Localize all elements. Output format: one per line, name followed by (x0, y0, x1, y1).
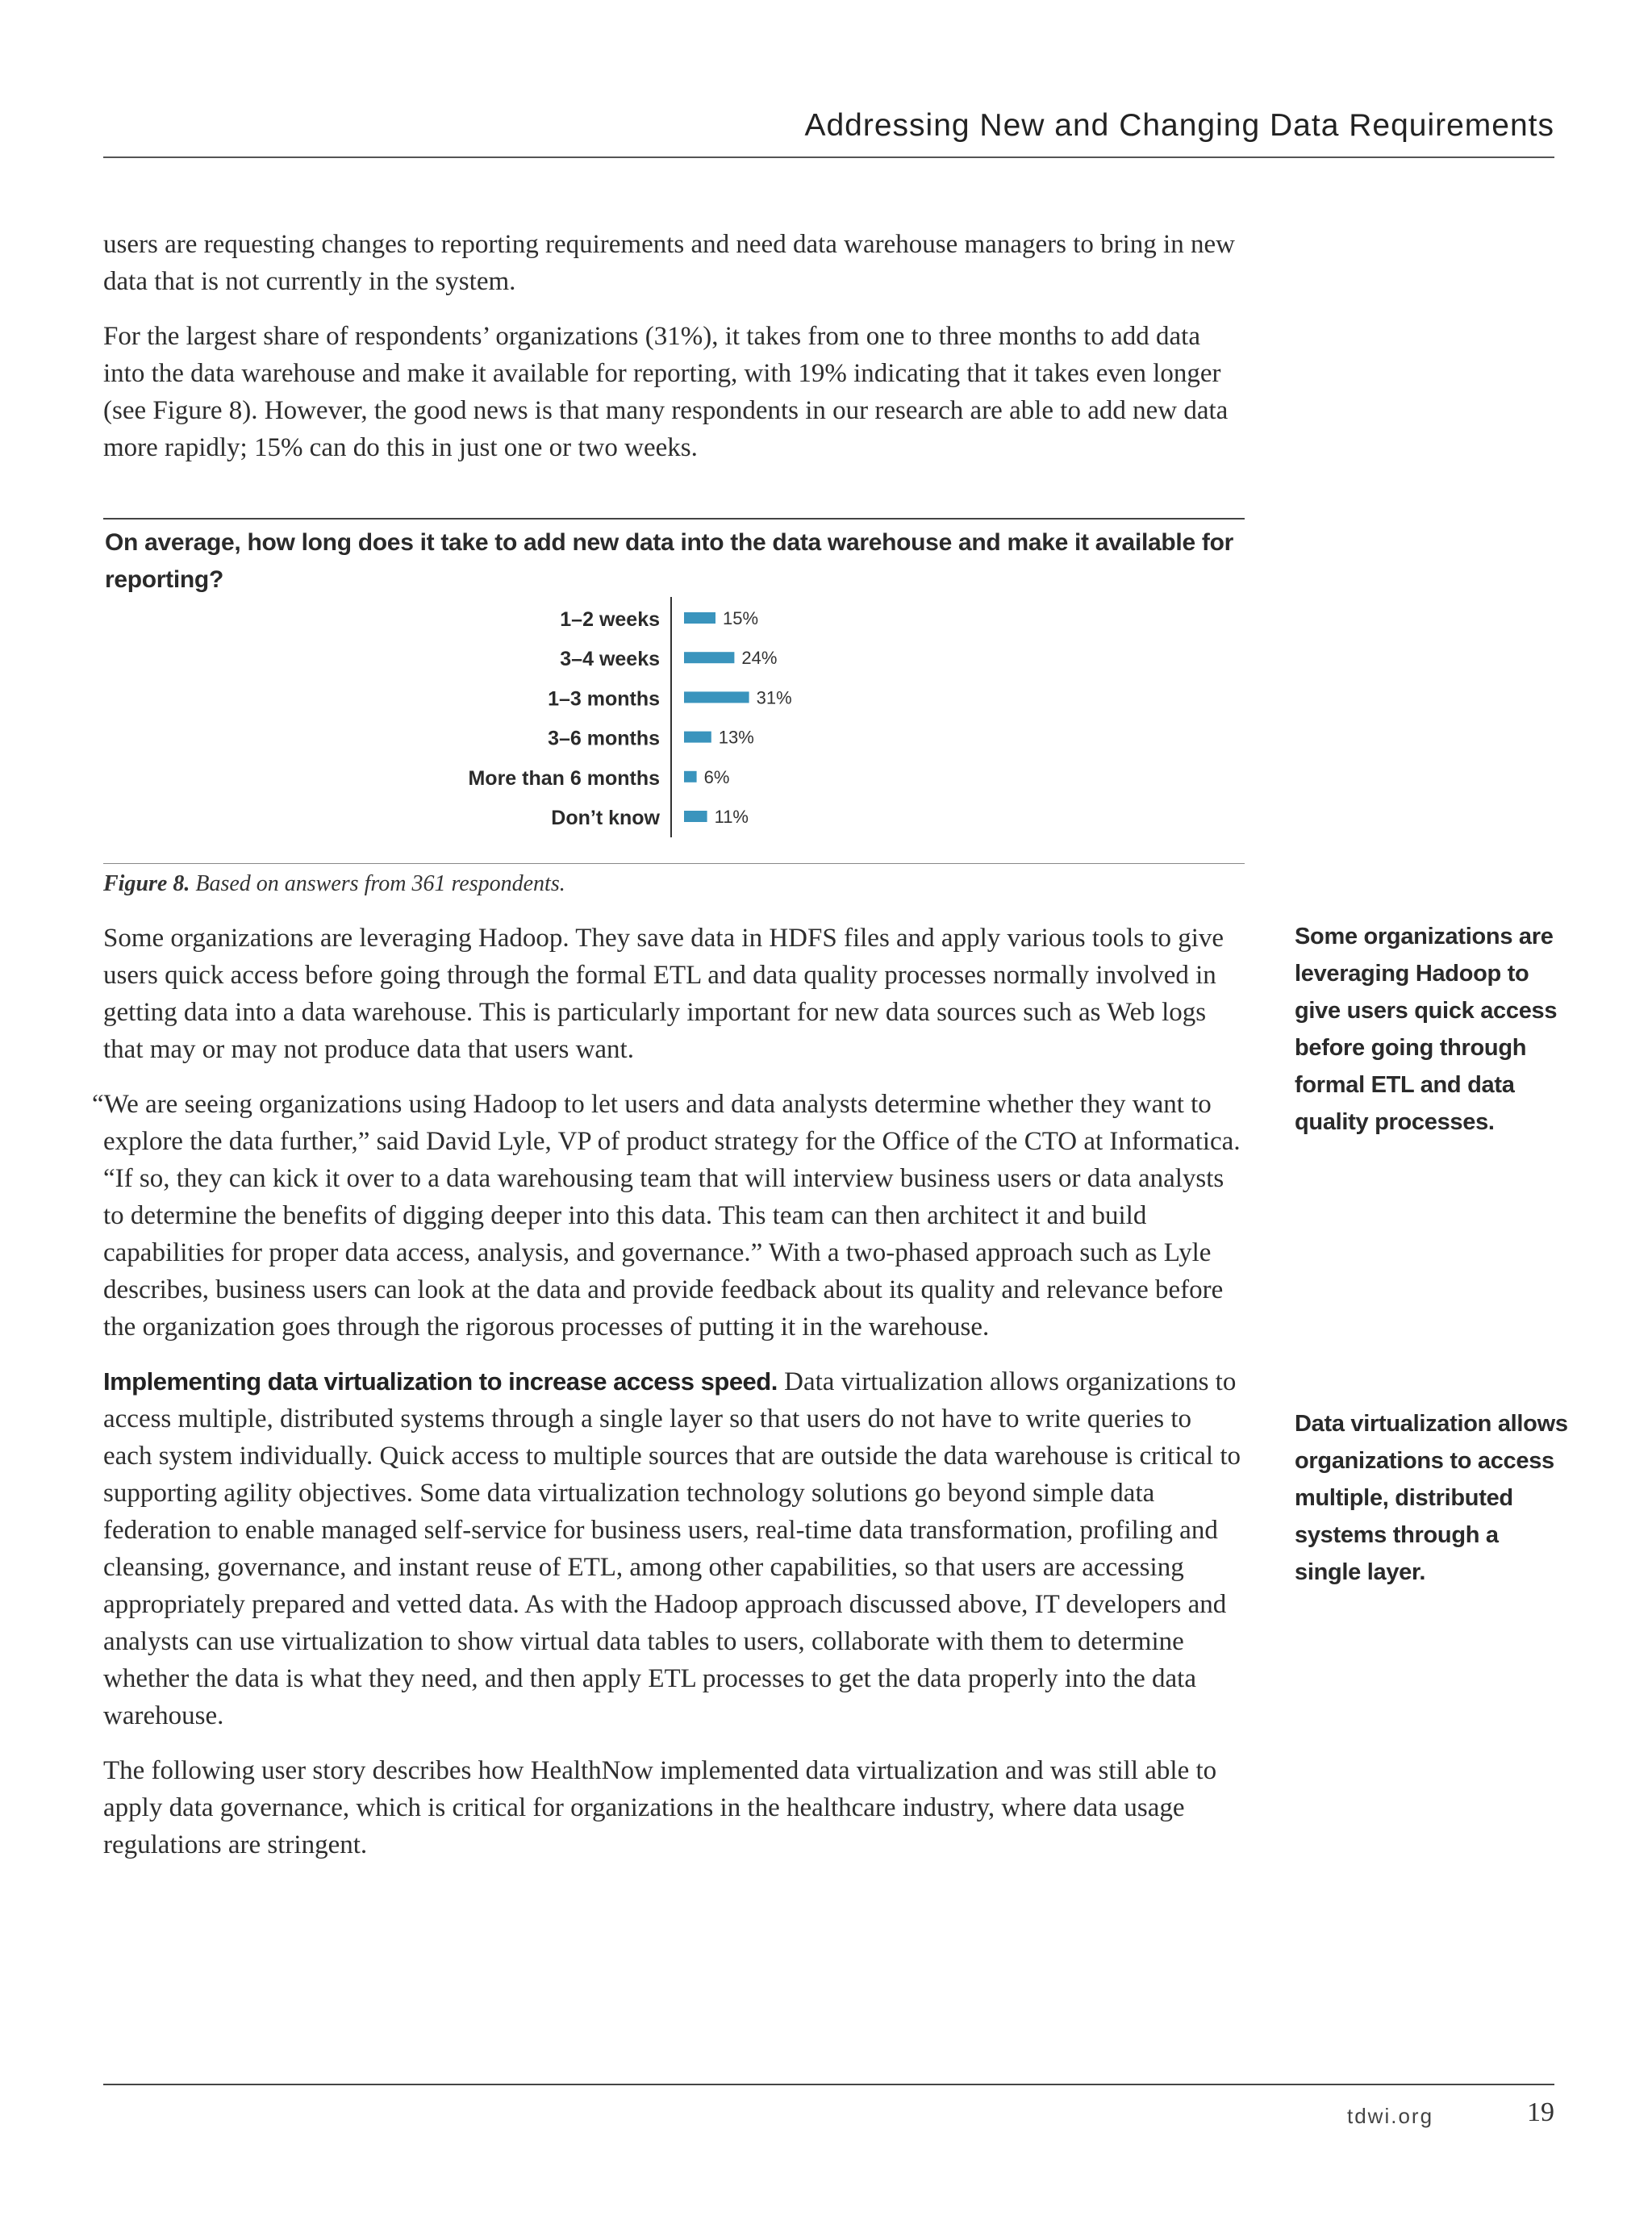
section-heading: Implementing data virtualization to increase access speed. (103, 1367, 778, 1396)
value-label: 31% (756, 687, 792, 708)
section-paragraph (103, 1363, 1245, 1734)
bar-chart (0, 0, 1652, 871)
figure-caption (103, 871, 565, 897)
paragraph: The following user story describes how HealthNow implemented data virtualization and was still able to apply data governance, which is critical for organizations in the healthcare industry, where data usage regulations are stringent. (103, 1756, 1217, 1859)
paragraph: users are requesting changes to reporting requirements and need data warehouse managers to bring in new data that is not currently in the system. (103, 230, 1235, 296)
value-label: 6% (703, 766, 730, 787)
figure-question: On average, how long does it take to add new data into the data warehouse and make it available for reporting? (105, 529, 1233, 593)
value-label: 11% (714, 807, 749, 827)
category-label: 1–3 months (548, 687, 660, 711)
paragraph-quote: “We are seeing organizations using Hadoop to let users and data analysts determine whether they want to explore the data further,” said David Lyle, VP of product strategy for the Office of the CTO at Informatica. “If so, they can kick it over to a data warehousing team that will interview business users or data analysts to determine the benefits of digging deeper into this data. This team can then architect it and build capabilities for proper data access, analysis, and governance.” With a two-phased approach such as Lyle describes, business users can look at the data and provide feedback about its quality and relevance before the organization goes through the rigorous processes of putting it in the warehouse. (92, 1090, 1241, 1342)
value-label: 13% (718, 727, 754, 748)
category-label: 3–6 months (548, 727, 660, 750)
value-label: 24% (741, 648, 778, 669)
bar (684, 612, 715, 624)
footer-site: tdwi.org (1347, 2104, 1434, 2128)
category-label: More than 6 months (468, 766, 660, 790)
bar (684, 771, 697, 782)
category-label: Don’t know (551, 807, 660, 829)
paragraph: Some organizations are leveraging Hadoop. They save data in HDFS files and apply various tools to give users quick access before going through the formal ETL and data quality processes normally involved in getting data into a data warehouse. This is particularly important for new data sources such as Web logs that may or may not produce data that users want. (103, 924, 1224, 1064)
value-label: 15% (723, 608, 759, 628)
pullquote-hadoop: Some organizations are leveraging Hadoop to give users quick access before going through formal ETL and data quality processes. (1295, 924, 1558, 1135)
bar (684, 652, 734, 663)
category-label: 1–2 weeks (560, 608, 660, 631)
bar (684, 691, 749, 703)
category-label: 3–4 weeks (560, 648, 660, 671)
running-header: Addressing New and Changing Data Requirements (804, 108, 1554, 143)
bar (684, 811, 707, 822)
paragraph: For the largest share of respondents’ organizations (31%), it takes from one to three months to add data into the data warehouse and make it available for reporting, with 19% indicating that it takes even longer (see Figure 8). However, the good news is that many respondents in our research are able to add new data more rapidly; 15% can do this in just one or two weeks. (103, 322, 1229, 462)
page-number: 19 (1527, 2097, 1554, 2127)
section-text: Data virtualization allows organizations to access multiple, distributed systems through a single layer so that users do not have to write queries to each system individually. Quick access to multiple sources that are outside the data warehouse is critical to supporting agility objectives. Some data virtualization technology solutions go beyond simple data federation to enable managed self-service for business users, real-time data transformation, profiling and cleansing, governance, and instant reuse of ETL, among other capabilities, so that users are accessing appropriately prepared and vetted data. As with the Hadoop approach discussed above, IT developers and analysts can use virtualization to show virtual data tables to users, collaborate with them to determine whether the data is what they need, and then apply ETL processes to get the data properly into the data warehouse. (103, 1367, 1241, 1730)
footer-rule (103, 2084, 1554, 2085)
figure-bottom-rule (103, 863, 1245, 864)
body-text (92, 920, 1245, 1881)
pullquote-virtualization: Data virtualization allows organizations to access multiple, distributed systems through a single layer. (1295, 1411, 1568, 1585)
caption-label: Figure 8. (103, 871, 190, 896)
caption-text: Based on answers from 361 respondents. (190, 871, 565, 896)
bar (684, 732, 711, 743)
